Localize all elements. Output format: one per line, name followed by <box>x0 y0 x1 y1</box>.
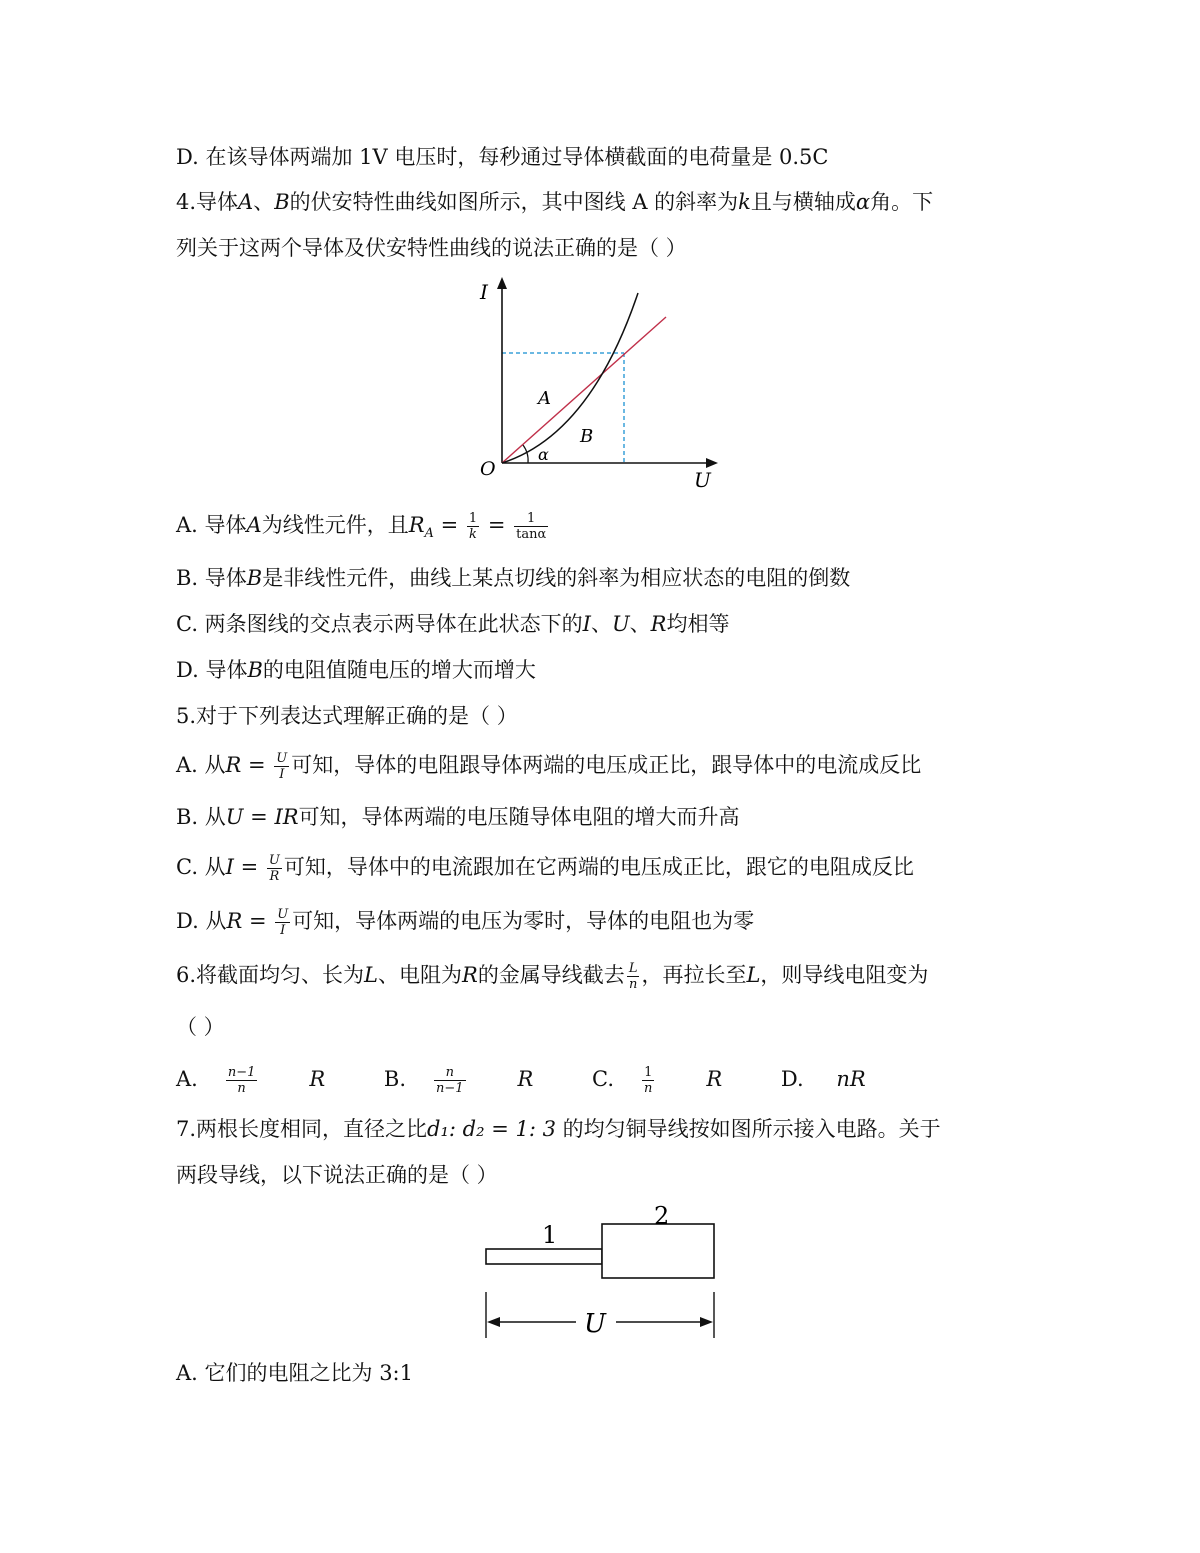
q4-stem-text: 4.导体 <box>176 190 239 214</box>
q5-option-a-frac <box>274 751 289 782</box>
q7-option-a: A. 它们的电阻之比为 3:1 <box>176 1361 413 1385</box>
q5-option-d-frac <box>275 907 290 938</box>
frac-den: I <box>280 923 286 938</box>
q6-stem-text: 的金属导线截去 <box>477 963 625 987</box>
q6-option-d <box>781 1067 892 1091</box>
q6-stem-frac <box>627 961 640 992</box>
q6-option-c-frac <box>642 1065 680 1096</box>
q7-stem-text: 7.两根长度相同，直径之比 <box>176 1117 428 1141</box>
q4-option-d <box>176 655 536 685</box>
q5-option-a-text: 可知，导体的电阻跟导体两端的电压成正比，跟导体中的电流成反比 <box>291 753 922 777</box>
frac-den: n−1 <box>436 1081 464 1096</box>
q6-option-b <box>383 1065 559 1096</box>
q7-formula: d₁: d₂ = 1: 3 <box>427 1117 556 1141</box>
curve-b <box>502 293 638 463</box>
q4-sep: 、 <box>253 190 275 214</box>
axis-label-i: I <box>480 280 488 304</box>
q4-option-c-sep: 、 <box>629 612 651 636</box>
q4-option-c-i: I <box>582 612 591 636</box>
q6-option-a-frac <box>226 1065 284 1096</box>
q5-option-d <box>176 906 754 938</box>
frac-num: n <box>434 1065 466 1081</box>
q5-option-b-prefix: B. 从 <box>176 805 226 829</box>
q4-stem-text: 的伏安特性曲线如图所示，其中图线 A 的斜率为 <box>289 190 739 214</box>
q5-option-a-prefix: A. 从 <box>176 753 226 777</box>
q4-option-a <box>176 510 550 549</box>
q4-option-a-text: 为线性元件，且 <box>261 513 409 537</box>
iu-graph-figure <box>470 275 730 495</box>
q4-option-d-var: B <box>247 658 263 682</box>
q4-option-a-r: R <box>408 513 425 537</box>
q6-stem-line1 <box>176 960 928 992</box>
q5-option-c-text: 可知，导体中的电流跟加在它两端的电压成正比，跟它的电阻成反比 <box>283 855 914 879</box>
q6-option-d-value: nR <box>836 1067 866 1091</box>
q4-option-b-var: B <box>246 566 263 590</box>
frac-den: tanα <box>516 527 547 542</box>
q6-stem-text: ，则导线电阻变为 <box>760 963 929 987</box>
q5-option-b-text: 可知，导体两端的电压随导体电阻的增大而升高 <box>298 805 740 829</box>
label-wire-1: 1 <box>542 1221 558 1249</box>
q4-option-a-eq: = <box>481 513 513 537</box>
q4-option-a-eq: = <box>433 513 465 537</box>
q4-option-a-sub: A <box>424 526 434 542</box>
q4-stem-line2: 列关于这两个导体及伏安特性曲线的说法正确的是（ ） <box>176 236 687 260</box>
q5-option-d-text: 可知，导体两端的电压为零时，导体的电阻也为零 <box>292 909 755 933</box>
q6-stem-text: 、电阻为 <box>378 963 462 987</box>
q5-option-c-eq: = <box>233 855 265 879</box>
frac-den: n <box>628 977 638 992</box>
q4-stem-text: 且与横轴成 <box>750 190 856 214</box>
q6-option-c-label: C. <box>592 1067 615 1091</box>
q4-stem-line1 <box>176 187 933 217</box>
q6-option-c <box>592 1065 748 1096</box>
q6-option-a-r: R <box>309 1067 326 1091</box>
q4-option-d-prefix: D. 导体 <box>176 658 248 682</box>
q4-option-a-frac1 <box>467 511 479 542</box>
q6-option-d-label: D. <box>780 1067 811 1091</box>
q5-option-a <box>176 750 921 782</box>
q6-option-b-label: B. <box>383 1067 406 1091</box>
q4-option-a-prefix: A. 导体 <box>176 513 247 537</box>
q5-option-c <box>176 852 914 884</box>
frac-den: k <box>469 527 477 542</box>
q7-stem-line2: 两段导线，以下说法正确的是（ ） <box>176 1163 498 1187</box>
q5-option-b <box>176 802 740 832</box>
q4-option-c-u: U <box>611 612 630 636</box>
label-b: B <box>580 426 594 447</box>
q5-option-d-lhs: R <box>226 909 243 933</box>
arrow-left-icon <box>487 1317 500 1327</box>
frac-num: L <box>628 961 638 976</box>
q5-option-b-formula: U = IR <box>225 805 299 829</box>
frac-den: R <box>269 869 280 884</box>
q6-options <box>176 1064 918 1096</box>
frac-den: n <box>237 1081 246 1096</box>
q4-stem-text: 角。下 <box>870 190 934 214</box>
q5-option-c-frac <box>267 853 282 884</box>
frac-num: U <box>268 853 280 868</box>
angle-label: α <box>538 445 549 464</box>
axis-label-u: U <box>694 468 711 492</box>
q6-var-r: R <box>462 963 478 987</box>
frac-num: 1 <box>642 1065 654 1081</box>
frac-num: 1 <box>514 511 548 527</box>
q5-option-d-prefix: D. 从 <box>176 909 227 933</box>
q5-option-c-prefix: C. 从 <box>176 855 226 879</box>
q6-var-l: L <box>364 963 378 987</box>
frac-num: 1 <box>468 511 478 526</box>
q3-option-d: D. 在该导体两端加 1V 电压时，每秒通过导体横截面的电荷量是 0.5C <box>176 145 829 169</box>
q5-option-a-eq: = <box>241 753 273 777</box>
label-wire-2: 2 <box>654 1202 670 1230</box>
q6-stem-text: 6.将截面均匀、长为 <box>176 963 365 987</box>
q4-option-a-var: A <box>246 513 262 537</box>
q6-option-b-r: R <box>517 1067 534 1091</box>
q6-stem-text: ，再拉长至 <box>641 963 747 987</box>
q6-stem-line2: （ ） <box>176 1015 225 1039</box>
x-axis-arrow-icon <box>706 458 718 468</box>
q4-var-k: k <box>738 190 751 214</box>
q4-option-c-prefix: C. 两条图线的交点表示两导体在此状态下的 <box>176 612 583 636</box>
q5-option-a-lhs: R <box>225 753 242 777</box>
frac-num: U <box>277 907 289 922</box>
label-voltage-u: U <box>584 1309 606 1339</box>
label-a: A <box>538 388 551 409</box>
q5-stem: 5.对于下列表达式理解正确的是（ ） <box>176 704 518 728</box>
q6-option-b-frac <box>434 1065 492 1096</box>
q4-option-b <box>176 563 850 593</box>
frac-num: n−1 <box>227 1065 256 1080</box>
q4-option-a-frac2 <box>514 511 548 542</box>
q6-option-a <box>176 1065 351 1096</box>
q7-stem-line1 <box>176 1114 941 1144</box>
y-axis-arrow-icon <box>497 277 507 289</box>
q6-option-c-r: R <box>706 1067 723 1091</box>
q4-option-c <box>176 609 729 639</box>
q6-option-a-label: A. <box>176 1067 198 1091</box>
wire-2 <box>602 1224 714 1278</box>
wire-diagram-figure <box>478 1200 728 1345</box>
q5-option-c-lhs: I <box>225 855 234 879</box>
q4-var-a: A <box>238 190 254 214</box>
q6-var-l: L <box>746 963 761 987</box>
frac-den: I <box>279 767 285 782</box>
q4-option-c-sep: 、 <box>590 612 612 636</box>
q4-option-c-r: R <box>650 612 667 636</box>
q4-option-b-text: 是非线性元件，曲线上某点切线的斜率为相应状态的电阻的倒数 <box>262 566 851 590</box>
q4-var-alpha: α <box>855 190 871 214</box>
wire-1 <box>486 1249 602 1264</box>
q4-option-d-text: 的电阻值随电压的增大而增大 <box>262 658 536 682</box>
q7-stem-text: 的均匀铜导线按如图所示接入电路。关于 <box>555 1117 941 1141</box>
q4-option-b-prefix: B. 导体 <box>176 566 247 590</box>
q4-option-c-text: 均相等 <box>666 612 730 636</box>
arrow-right-icon <box>700 1317 713 1327</box>
q4-var-b: B <box>274 190 290 214</box>
origin-label: O <box>480 458 496 480</box>
q5-option-d-eq: = <box>242 909 274 933</box>
frac-num: U <box>276 751 288 766</box>
frac-den: n <box>644 1081 653 1096</box>
